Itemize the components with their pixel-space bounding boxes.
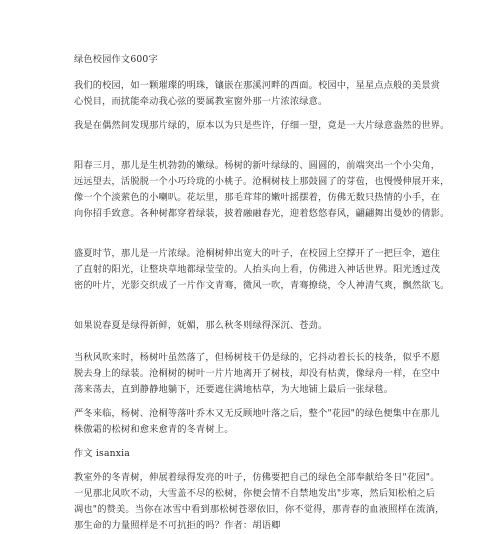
paragraph-8 bbox=[74, 446, 436, 462]
paragraph-line: 脱去身上的绿装。沧桐树的树叶一片片地离开了树枝，却没有枯黄，像绿舟一样，在空中 bbox=[74, 368, 441, 379]
paragraph-line: 阳春三月，那儿是生机勃勃的嫩绿。杨树的新叶绿绿的、圆圆的，前端突出一个小尖角， bbox=[74, 160, 441, 171]
paragraph-6 bbox=[74, 350, 441, 398]
paragraph-9 bbox=[74, 470, 445, 534]
paragraph-line: 我们的校园，如一颗璀璨的明珠，镶嵌在那溪河畔的西面。校园中，星星点点般的美景赏 bbox=[74, 80, 441, 91]
paragraph-line: 远远望去，活脱脱一个小巧玲珑的小桃子。沧桐树枝上那鼓圆了的芽苞，也慢慢伸展开来， bbox=[74, 176, 450, 187]
paragraph-line: 荡来荡去，直到静静地躺下，还要遮住满地枯草，为大地铺上最后一张绿毯。 bbox=[74, 384, 394, 395]
paragraph-line: 株傲霜的松树和愈来愈青的冬青树上。 bbox=[74, 424, 234, 435]
article-title: 绿色校园作文600字 bbox=[74, 54, 158, 65]
paragraph-4 bbox=[74, 246, 450, 294]
paragraph-7 bbox=[74, 406, 440, 438]
paragraph-line: 严冬来临，杨树、沧桐等落叶乔木又无反顾地叶落之后，整个"花园"的绿色便集中在那儿 bbox=[74, 408, 440, 419]
paragraph-line: 一见那北风吹不动，大雪盖不尽的松树，你便会情不自禁地发出"步寒，然后知松柏之后 bbox=[74, 488, 436, 499]
paragraph-line: 了直射的阳光，让整块草地都绿莹莹的。人抬头向上看，仿佛进入神话世界。阳光透过茂 bbox=[74, 264, 441, 275]
paragraph-line: 作文 isanxia bbox=[74, 448, 130, 459]
paragraph-1 bbox=[74, 78, 441, 110]
paragraph-line: 像一个个淡萦色的小喇叭。花坛里，那毛茸茸的嫩叶摇摆着，仿佛无数只热情的小手，在 bbox=[74, 192, 441, 203]
paragraph-line: 我是在偶然间发现那片绿的，原本以为只是些许，仔细一望，竟是一大片绿意盎然的世界。 bbox=[74, 120, 450, 131]
paragraph-line: 凋也"的赞美。当你在冰雪中看到那松树苍翠依旧，你不觉得，那青春的血液照样在流淌， bbox=[74, 504, 445, 515]
paragraph-line: 如果说春夏是绿得新鲜，妩媚，那么秋冬则绿得深沉、苍劲。 bbox=[74, 320, 328, 331]
paragraph-5 bbox=[74, 318, 436, 334]
paragraph-3 bbox=[74, 158, 450, 222]
article bbox=[74, 52, 450, 534]
paragraph-line: 向你招手致意。各种树都穿着绿装，披着融融春光，迎着悠悠春风，翩翩舞出曼妙的倩影。 bbox=[74, 208, 450, 219]
paragraph-2 bbox=[74, 118, 450, 134]
paragraph-line: 那生命的力量照样是不可抗拒的吗？作者：胡语卿 bbox=[74, 520, 281, 531]
paragraph-line: 密的叶片，光影交织成了一片作文青骞，微风一吹，青骞撩绕，令人神清气爽，飘然欲飞。 bbox=[74, 280, 450, 291]
paragraph-line: 盛夏时节，那儿是一片浓绿。沧桐树伸出宽大的叶子，在校园上空撑开了一把巨伞，遮住 bbox=[74, 248, 441, 259]
paragraph-line: 当秋风吹来时，杨树叶虽然落了，但杨树枝干仍是绿的，它抖动着长长的枝条，似乎不愿 bbox=[74, 352, 441, 363]
paragraph-line: 教室外的冬青树，伸展着绿得发亮的叶子，仿佛要把自己的绿色全部奉献给冬日"花园"。 bbox=[74, 472, 440, 483]
paragraph-line: 心悦目，而扰能牵动我心弦的要属教室窗外那一片浓浓绿意。 bbox=[74, 96, 328, 107]
